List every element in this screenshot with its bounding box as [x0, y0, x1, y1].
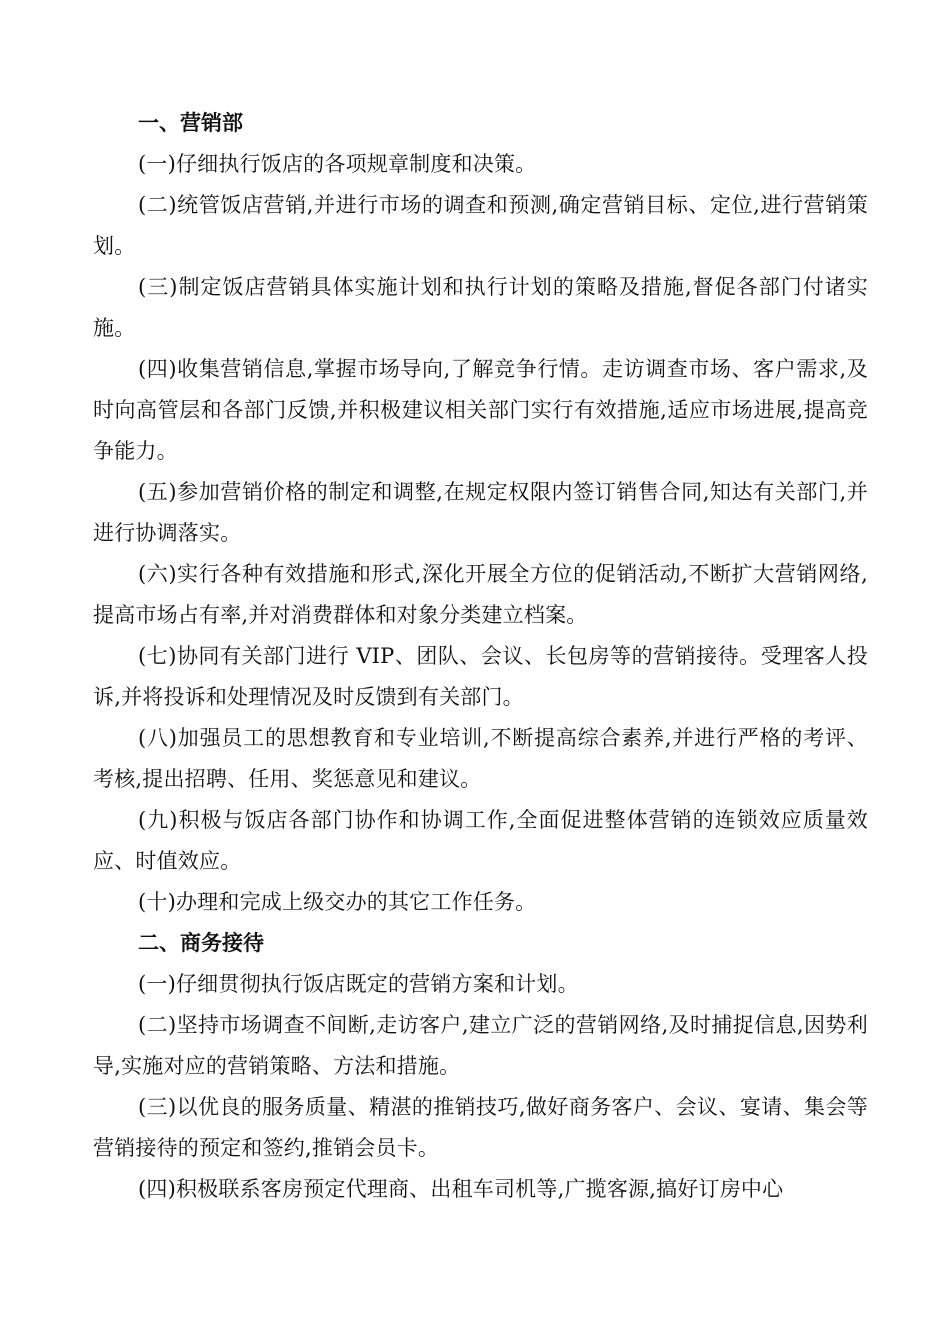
- section-heading-business-reception: 二、商务接待: [138, 931, 264, 955]
- reception-item-3: (三)以优良的服务质量、精湛的推销技巧,做好商务客户、会议、宴请、集会等营销接待的预定和签约,推销会员卡。: [93, 1095, 868, 1160]
- marketing-item-7: (七)协同有关部门进行 VIP、团队、会议、长包房等的营销接待。受理客人投诉,并将投诉和处理情况及时反馈到有关部门。: [93, 644, 868, 709]
- marketing-item-3: (三)制定饭店营销具体实施计划和执行计划的策略及措施,督促各部门付诸实施。: [93, 275, 868, 340]
- marketing-item-4: (四)收集营销信息,掌握市场导向,了解竞争行情。走访调查市场、客户需求,及时向高管层和各部门反馈,并积极建议相关部门实行有效措施,适应市场进展,提高竞争能力。: [93, 357, 868, 463]
- marketing-item-2: (二)统管饭店营销,并进行市场的调查和预测,确定营销目标、定位,进行营销策划。: [93, 193, 868, 258]
- marketing-item-5: (五)参加营销价格的制定和调整,在规定权限内签订销售合同,知达有关部门,并进行协调落实。: [93, 480, 868, 545]
- marketing-item-8: (八)加强员工的思想教育和专业培训,不断提高综合素养,并进行严格的考评、考核,提出招聘、任用、奖惩意见和建议。: [93, 726, 868, 791]
- marketing-item-10: (十)办理和完成上级交办的其它工作任务。: [138, 890, 537, 914]
- document-body: [93, 103, 868, 1210]
- section-heading-marketing: 一、营销部: [138, 111, 243, 135]
- reception-item-4: (四)积极联系客房预定代理商、出租车司机等,广揽客源,搞好订房中心: [138, 1177, 784, 1201]
- marketing-item-1: (一)仔细执行饭店的各项规章制度和决策。: [138, 152, 537, 176]
- reception-item-1: (一)仔细贯彻执行饭店既定的营销方案和计划。: [138, 972, 579, 996]
- reception-item-2: (二)坚持市场调查不间断,走访客户,建立广泛的营销网络,及时捕捉信息,因势利导,实施对应的营销策略、方法和措施。: [93, 1013, 868, 1078]
- marketing-item-6: (六)实行各种有效措施和形式,深化开展全方位的促销活动,不断扩大营销网络,提高市场占有率,并对消费群体和对象分类建立档案。: [93, 562, 868, 627]
- marketing-item-9: (九)积极与饭店各部门协作和协调工作,全面促进整体营销的连锁效应质量效应、时值效应。: [93, 808, 868, 873]
